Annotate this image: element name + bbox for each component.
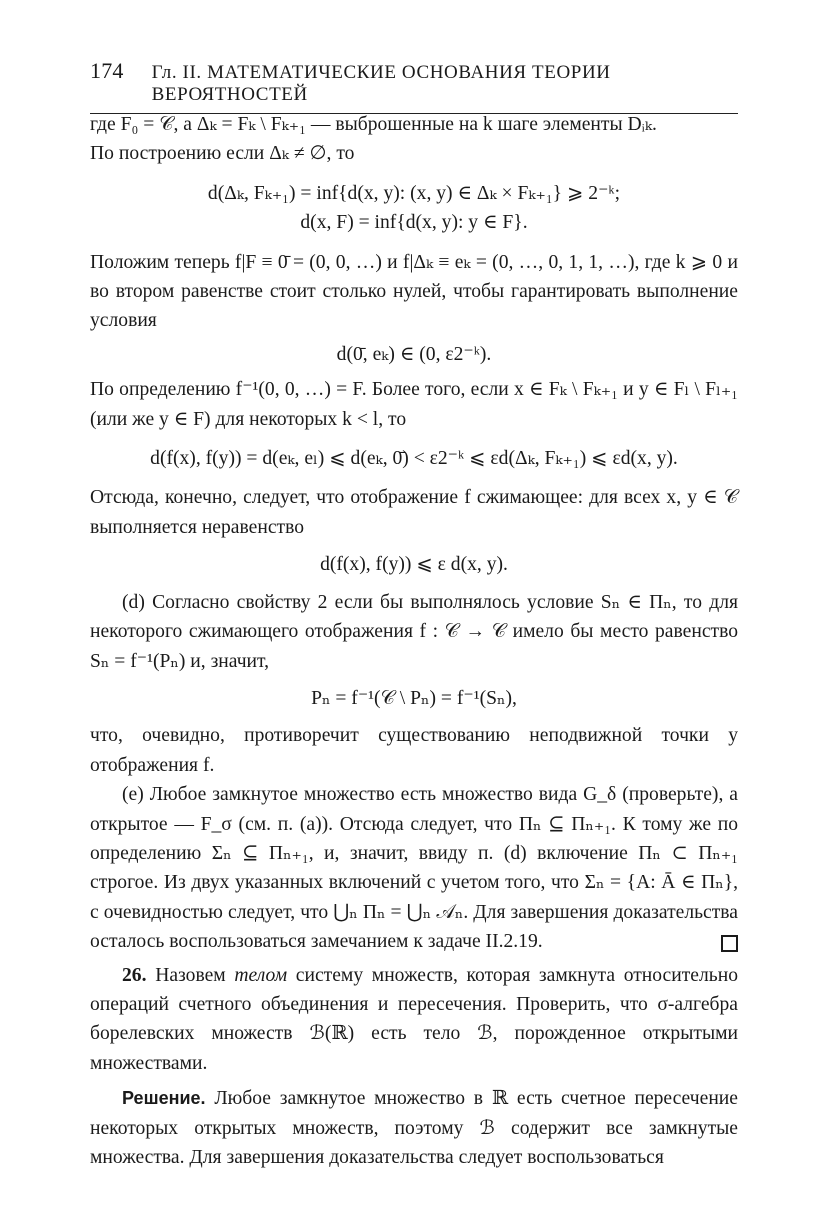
equation: d(0̄, eₖ) ∈ (0, ε2⁻ᵏ). xyxy=(336,343,492,365)
paragraph xyxy=(90,780,738,956)
paragraph: По определению f⁻¹(0, 0, …) = F. Более того, если x ∈ Fₖ \ Fₖ₊₁ и y ∈ Fₗ \ Fₗ₊₁ (или же y ∈ F) для некоторых k < l, то xyxy=(90,379,738,430)
paragraph-text: (e) Любое замкнутое множество есть множество вида G_δ (проверьте), а открытое — F_σ (см. п. (a)). Отсюда следует, что Πₙ ⊆ Πₙ₊₁. К тому же по определению Σₙ ⊆ Πₙ₊₁, и, значит, ввиду п. (d) включение Πₙ ⊂ Πₙ₊₁ строгое. Из двух указанных включений с учетом того, что Σₙ = {A: Ā ∈ Πₙ}, с очевидностью следует, что ⋃ₙ Πₙ = ⋃ₙ 𝒜ₙ. Для завершения доказательства осталось воспользоваться замечанием к задаче II.2.19. xyxy=(90,784,738,953)
defined-term: телом xyxy=(234,964,288,986)
equation: Pₙ = f⁻¹(𝒞 \ Pₙ) = f⁻¹(Sₙ), xyxy=(311,687,517,709)
solution-label: Решение. xyxy=(122,1088,206,1109)
page-number: 174 xyxy=(90,58,124,83)
page-body xyxy=(90,110,738,1172)
paragraph: (d) Согласно свойству 2 если бы выполнялось условие Sₙ ∈ Πₙ, то для некоторого сжимающего отображения f : 𝒞 → 𝒞 имело бы место равенство Sₙ = f⁻¹(Pₙ) и, значит, xyxy=(90,591,738,672)
problem-26 xyxy=(90,961,738,1079)
text-line: где F₀ = 𝒞, а Δₖ = Fₖ \ Fₖ₊₁ — выброшенные на k шаге элементы Dᵢₖ. xyxy=(90,114,657,135)
paragraph: Положим теперь f|F ≡ 0̄ = (0, 0, …) и f|Δₖ ≡ eₖ = (0, …, 0, 1, 1, …), где k ⩾ 0 и во втором равенстве стоит столько нулей, чтобы гарантировать выполнение условия xyxy=(90,251,738,332)
paragraph: что, очевидно, противоречит существованию неподвижной точки у отображения f. xyxy=(90,725,738,776)
text-line: По построению если Δₖ ≠ ∅, то xyxy=(90,143,355,165)
problem-text: систему множеств, которая замкнута относительно операций счетного объединения и пересечения. Проверить, что σ-алгебра борелевских множеств ℬ(ℝ) есть тело ℬ, порожденное открытыми множествами. xyxy=(90,964,738,1074)
problem-text: Назовем xyxy=(155,964,226,986)
equation: d(x, F) = inf{d(x, y): y ∈ F}. xyxy=(300,212,528,234)
equation: d(Δₖ, Fₖ₊₁) = inf{d(x, y): (x, y) ∈ Δₖ × Fₖ₊₁} ⩾ 2⁻ᵏ; xyxy=(207,182,621,204)
qed-square-icon xyxy=(721,935,738,952)
solution xyxy=(90,1084,738,1172)
paragraph: Отсюда, конечно, следует, что отображение f сжимающее: для всех x, y ∈ 𝒞 выполняется неравенство xyxy=(90,487,738,538)
equation: d(f(x), f(y)) ⩽ ε d(x, y). xyxy=(320,554,508,576)
solution-text: Любое замкнутое множество в ℝ есть счетное пересечение некоторых открытых множеств, поэтому ℬ содержит все замкнутые множества. Для завершения доказательства следует воспользоваться xyxy=(90,1088,738,1168)
running-title: Гл. II. МАТЕМАТИЧЕСКИЕ ОСНОВАНИЯ ТЕОРИИ ВЕРОЯТНОСТЕЙ xyxy=(151,62,611,105)
problem-number: 26. xyxy=(122,964,147,986)
equation: d(f(x), f(y)) = d(eₖ, eₗ) ⩽ d(eₖ, 0̄) < ε2⁻ᵏ ⩽ εd(Δₖ, Fₖ₊₁) ⩽ εd(x, y). xyxy=(150,448,678,470)
running-header xyxy=(90,58,738,114)
